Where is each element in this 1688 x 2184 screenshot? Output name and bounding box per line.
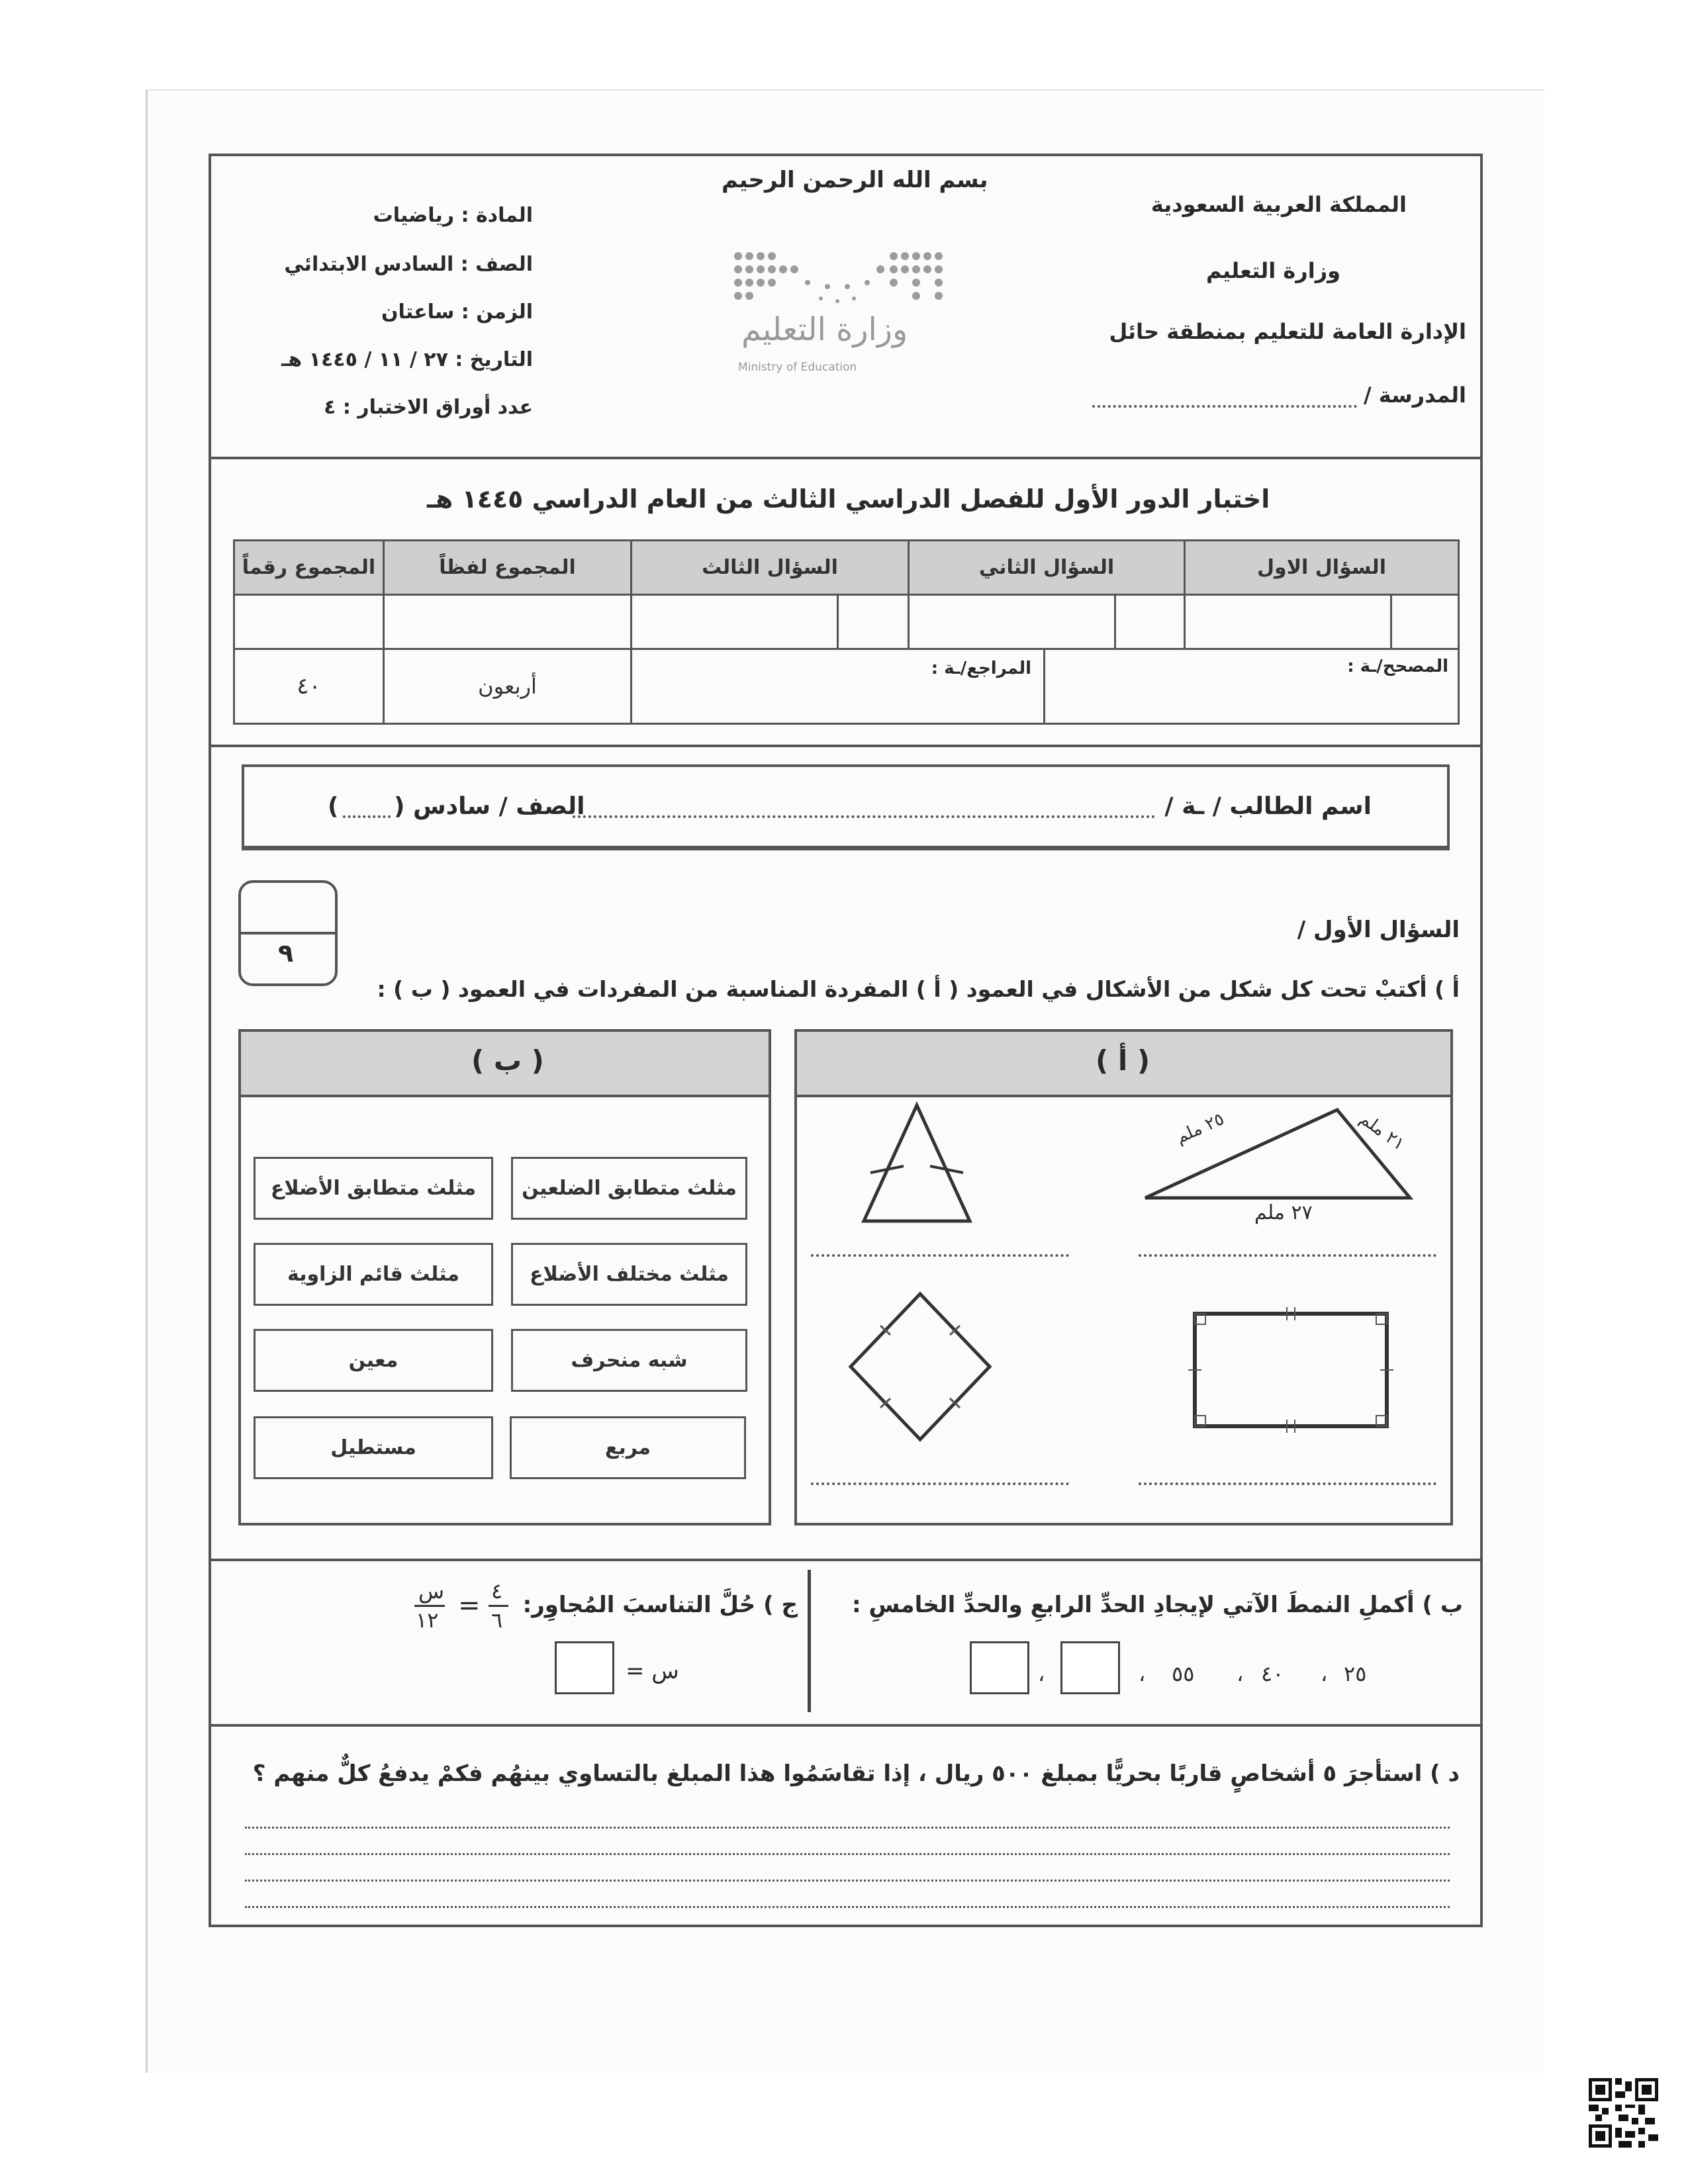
x-answer-input[interactable] [555,1641,614,1694]
q1-part-b: ب ) أكملِ النمطَ الآتي لإيجادِ الحدِّ الرابعِ والحدِّ الخامسِ : [852,1592,1463,1618]
logo-dots-icon [728,248,947,308]
q1-title: السؤال الأول / [1297,917,1460,943]
rectangle-icon [1172,1297,1410,1443]
corrector-label: المصحح/ـة : [1347,657,1448,676]
reviewer-label: المراجع/ـة : [931,659,1031,678]
student-name-line[interactable] [573,815,1155,818]
pattern-term-1: ٢٥ [1344,1661,1367,1686]
total-words-value: أربعون [383,648,632,725]
proportion-c: س [418,1578,445,1604]
logo-arabic-text: وزارة التعليم [741,311,908,348]
q1-part-d: د ) استأجرَ ٥ أشخاصٍ قاربًا بحريًّا بمبلغ ٥٠٠ ريال ، إذا تقاسَمُوا هذا المبلغ بالتساوي بينهُم فكمْ يدفعُ كلٌّ منهم ؟ [252,1760,1460,1787]
score-cell-q3[interactable] [630,594,839,650]
pattern-comma-3: ، [1139,1661,1146,1686]
rhombus-icon [841,1287,1000,1453]
q1-score: ٩ [278,938,294,968]
ministry-logo [728,248,947,387]
score-header-total-number: المجموع رقماً [233,539,385,596]
equals-sign: = [458,1590,481,1621]
proportion [410,1578,516,1638]
proportion-a: ٤ [491,1578,503,1604]
basmala: بسم الله الرحمن الرحيم [722,167,988,193]
option-scalene[interactable]: مثلث مختلف الأضلاع [511,1243,747,1306]
option-rhombus[interactable]: معين [254,1329,493,1392]
pattern-term-2: ٤٠ [1261,1661,1284,1686]
answer-line-rectangle[interactable] [1139,1482,1436,1485]
kingdom-name: المملكة العربية السعودية [1150,192,1407,217]
school-label: المدرسة / [1363,383,1466,408]
school-line [1092,405,1357,408]
fraction-bar-left [489,1605,508,1607]
triangle-side-25: ٢٥ ملم [1173,1109,1227,1148]
column-a-header: ( أ ) [1096,1044,1150,1077]
option-square[interactable]: مربع [510,1416,746,1479]
score-header-total-words: المجموع لفظاً [383,539,632,596]
pattern-term-4-input[interactable] [1060,1641,1120,1694]
table-divider [209,745,1483,747]
q1-part-a: أ ) أكتبْ تحت كل شكل من الأشكال في العمود ( أ ) المفردة المناسبة من المفردات في العمود ( ب ) : [377,976,1460,1002]
q1-part-c: ج ) حُلَّ التناسبَ المُجاوِر: [522,1592,798,1618]
score-cell-q2-max[interactable] [1114,594,1186,650]
q1a-divider [209,1559,1483,1561]
pattern-term-5-input[interactable] [970,1641,1029,1694]
answer-line-scalene[interactable] [1139,1254,1436,1257]
directorate-name: الإدارة العامة للتعليم بمنطقة حائل [1109,319,1466,344]
grade: الصف : السادس الابتدائي [284,253,533,276]
answer-line-isosceles[interactable] [811,1254,1069,1257]
subject: المادة : رياضيات [373,204,533,227]
date: التاريخ : ٢٧ / ١١ / ١٤٤٥ هـ [281,348,533,371]
class-line[interactable] [343,815,391,818]
option-right-triangle[interactable]: مثلث قائم الزاوية [254,1243,493,1306]
answer-line-d-3[interactable] [245,1880,1450,1882]
header-divider [209,457,1483,459]
pattern-comma-1: ، [1321,1661,1328,1686]
score-cell-q3-max[interactable] [837,594,910,650]
class-label: الصف / سادس ( [394,793,585,820]
score-header-q2: السؤال الثاني [908,539,1186,596]
option-isosceles[interactable]: مثلث متطابق الضلعين [511,1157,747,1220]
pattern-term-3: ٥٥ [1172,1661,1195,1686]
pattern-comma-4: ، [1038,1661,1045,1686]
answer-line-d-4[interactable] [245,1906,1450,1908]
ministry-name: وزارة التعليم [1205,258,1340,283]
class-close: ) [328,793,339,820]
q1bc-divider [209,1724,1483,1727]
triangle-side-21: ٢١ ملم [1356,1109,1409,1155]
option-trapezoid[interactable]: شبه منحرف [511,1329,747,1392]
score-header-q3: السؤال الثالث [630,539,910,596]
pattern-comma-2: ، [1237,1661,1244,1686]
option-rectangle[interactable]: مستطيل [254,1416,493,1479]
student-name-label: اسم الطالب / ـة / [1164,793,1372,820]
score-header-q1: السؤال الاول [1184,539,1460,596]
x-label: س = [626,1658,679,1684]
q1-score-divider [238,932,338,934]
score-cell-q2[interactable] [908,594,1116,650]
proportion-b: ٦ [491,1608,503,1633]
qr-code-icon [1589,2078,1658,2148]
score-cell-total-words[interactable] [383,594,632,650]
proportion-d: ١٢ [416,1608,439,1633]
logo-english-text: Ministry of Education [738,361,857,374]
score-cell-q1[interactable] [1184,594,1392,650]
answer-line-rhombus[interactable] [811,1482,1069,1485]
column-b-header: ( ب ) [471,1044,544,1077]
score-cell-total-number[interactable] [233,594,385,650]
pages-count: عدد أوراق الاختبار : ٤ [324,396,533,419]
answer-line-d-1[interactable] [245,1827,1450,1829]
total-number-value: ٤٠ [233,648,385,725]
exam-title: اختبار الدور الأول للفصل الدراسي الثالث من العام الدراسي ١٤٤٥ هـ [427,484,1270,514]
triangle-side-27: ٢٧ ملم [1254,1201,1313,1224]
isosceles-triangle-icon [854,1099,980,1231]
part-bc-divider [808,1570,811,1712]
option-equilateral[interactable]: مثلث متطابق الأضلاع [254,1157,493,1220]
time: الزمن : ساعتان [381,300,533,324]
fraction-bar-right [414,1605,445,1607]
answer-line-d-2[interactable] [245,1853,1450,1855]
score-cell-q1-max[interactable] [1390,594,1460,650]
